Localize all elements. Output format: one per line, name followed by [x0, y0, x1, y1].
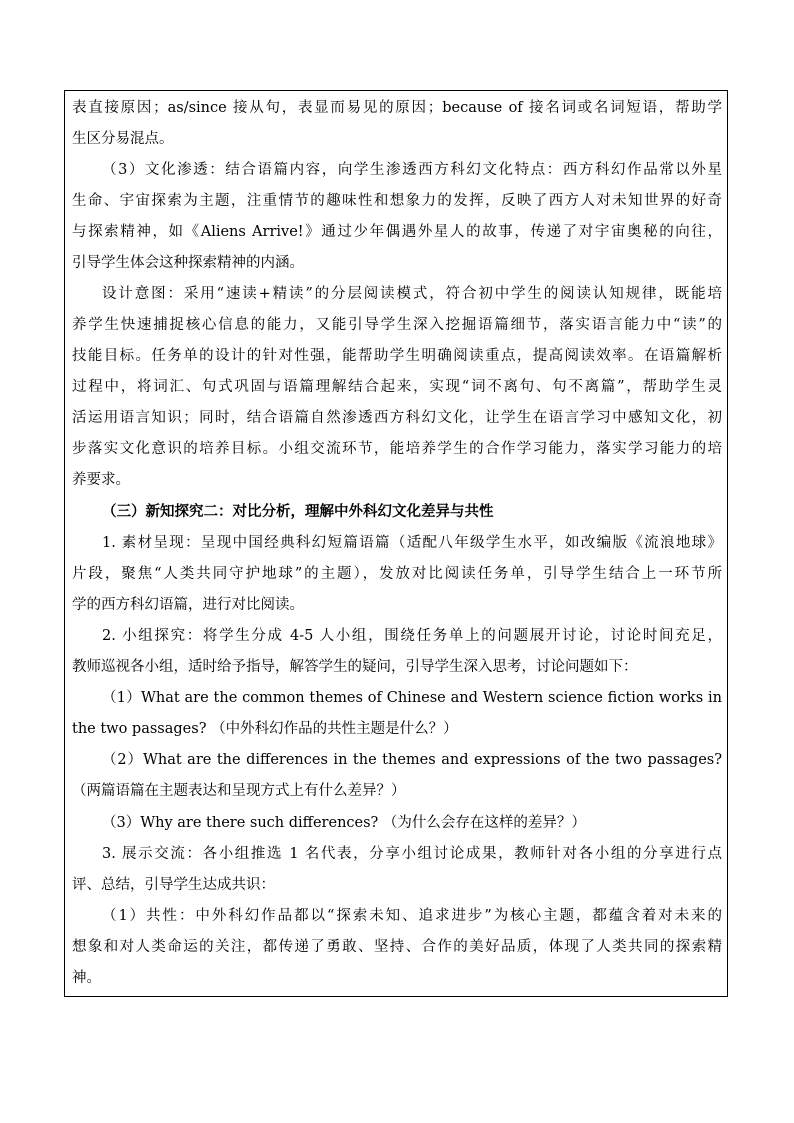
question-line: the two passages? （中外科幻作品的共性主题是什么？） — [72, 721, 458, 737]
paragraph-line: （3）文化渗透：结合语篇内容，向学生渗透西方科幻文化特点：西方科幻作品常以外星 — [102, 162, 722, 178]
section-heading: （三）新知探究二：对比分析，理解中外科幻文化差异与共性 — [102, 503, 494, 520]
question-line: （1）What are the common themes of Chinese and Western science fiction works in — [102, 690, 722, 706]
paragraph-line: （1）共性：中外科幻作品都以“探索未知、追求进步”为核心主题，都蕴含着对未来的 — [102, 908, 722, 924]
paragraph-line: 2. 小组探究：将学生分成 4-5 人小组，围绕任务单上的问题展开讨论，讨论时间充足， — [102, 628, 722, 644]
paragraph-line: 步落实文化意识的培养目标。小组交流环节，能培养学生的合作学习能力，落实学习能力的培 — [72, 441, 722, 457]
paragraph-line: 学的西方科幻语篇，进行对比阅读。 — [72, 597, 304, 613]
question-line: （两篇语篇在主题表达和呈现方式上有什么差异？） — [72, 783, 406, 799]
paragraph-line: 生区分易混点。 — [72, 131, 174, 147]
paragraph-line: 片段，聚焦“人类共同守护地球”的主题），发放对比阅读任务单，引导学生结合上一环节所 — [72, 566, 722, 582]
paragraph-line: 表直接原因；as/since 接从句，表显而易见的原因；because of 接名词或名词短语，帮助学 — [72, 100, 722, 116]
paragraph-line: 与探索精神，如《Aliens Arrive!》通过少年偶遇外星人的故事，传递了对宇宙奥秘的向往， — [72, 224, 722, 240]
paragraph-line: 引导学生体会这种探索精神的内涵。 — [72, 255, 304, 271]
paragraph-line: 技能目标。任务单的设计的针对性强，能帮助学生明确阅读重点，提高阅读效率。在语篇解析 — [72, 348, 722, 364]
paragraph-line: 生命、宇宙探索为主题，注重情节的趣味性和想象力的发挥，反映了西方人对未知世界的好奇 — [72, 193, 722, 209]
paragraph-line: 活运用语言知识；同时，结合语篇自然渗透西方科幻文化，让学生在语言学习中感知文化，初 — [72, 410, 722, 426]
paragraph-line: 养学生快速捕捉核心信息的能力，又能引导学生深入挖掘语篇细节，落实语言能力中“读”的 — [72, 317, 722, 333]
paragraph-line: 3. 展示交流：各小组推选 1 名代表，分享小组讨论成果，教师针对各小组的分享进行点 — [102, 846, 722, 862]
paragraph-line: 设计意图：采用“速读+精读”的分层阅读模式，符合初中学生的阅读认知规律，既能培 — [102, 286, 722, 302]
paragraph-line: 1. 素材呈现：呈现中国经典科幻短篇语篇（适配八年级学生水平，如改编版《流浪地球》 — [102, 535, 722, 551]
paragraph-line: 神。 — [72, 970, 101, 986]
question-line: （3）Why are there such differences? （为什么会存在这样的差异？） — [102, 815, 586, 831]
question-line: （2）What are the differences in the themes and expressions of the two passages? — [102, 752, 722, 768]
paragraph-line: 评、总结，引导学生达成共识： — [72, 877, 275, 893]
paragraph-line: 养要求。 — [72, 472, 130, 488]
paragraph-line: 过程中，将词汇、句式巩固与语篇理解结合起来，实现“词不离句、句不离篇”，帮助学生灵 — [72, 379, 722, 395]
paragraph-line: 想象和对人类命运的关注，都传递了勇敢、坚持、合作的美好品质，体现了人类共同的探索精 — [72, 939, 722, 955]
paragraph-line: 教师巡视各小组，适时给予指导，解答学生的疑问，引导学生深入思考，讨论问题如下： — [72, 659, 638, 675]
